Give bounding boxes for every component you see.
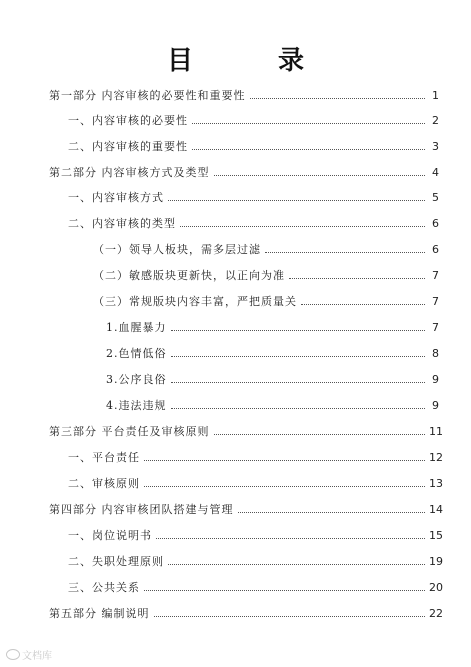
toc-entry-label: 3.公序良俗 bbox=[106, 373, 167, 386]
toc-entry[interactable] bbox=[49, 500, 443, 518]
dot-leader bbox=[154, 615, 426, 617]
toc-entry-label: 二、失职处理原则 bbox=[68, 555, 164, 568]
toc-entry-page: 13 bbox=[429, 476, 443, 490]
toc-entry-label: 第三部分 平台责任及审核原则 bbox=[49, 425, 210, 438]
toc-entry[interactable] bbox=[68, 214, 439, 232]
toc-title: 目 录 bbox=[166, 46, 343, 76]
dot-leader bbox=[144, 485, 425, 487]
toc-entry[interactable] bbox=[68, 526, 443, 544]
toc-entry[interactable] bbox=[68, 448, 443, 466]
dot-leader bbox=[144, 589, 425, 591]
dot-leader bbox=[192, 148, 425, 150]
toc-entry-page: 11 bbox=[429, 424, 443, 438]
toc-entry-label: 4.违法违规 bbox=[106, 399, 167, 412]
toc-entry-label: 第四部分 内容审核团队搭建与管理 bbox=[49, 503, 234, 516]
toc-entry-label: 三、公共关系 bbox=[68, 581, 140, 594]
toc-entry-label: 第二部分 内容审核方式及类型 bbox=[49, 166, 210, 179]
dot-leader bbox=[171, 407, 426, 409]
toc-entry-label: 二、审核原则 bbox=[68, 477, 140, 490]
dot-leader bbox=[192, 122, 425, 124]
toc-entry-label: （一）领导人板块，需多层过滤 bbox=[93, 243, 261, 256]
toc-entry-page: 12 bbox=[429, 450, 443, 464]
toc-entry[interactable] bbox=[49, 163, 439, 181]
dot-leader bbox=[156, 537, 425, 539]
toc-entry[interactable] bbox=[93, 292, 439, 310]
toc-entry[interactable] bbox=[68, 188, 439, 206]
toc-entry[interactable] bbox=[93, 266, 439, 284]
dot-leader bbox=[238, 511, 426, 513]
toc-entry[interactable] bbox=[49, 604, 443, 622]
toc-entry[interactable] bbox=[49, 86, 439, 104]
toc-entry-page: 1 bbox=[432, 88, 439, 102]
toc-entry-label: 1.血腥暴力 bbox=[106, 321, 167, 334]
toc-entry[interactable] bbox=[106, 396, 439, 414]
toc-entry[interactable] bbox=[106, 370, 439, 388]
toc-entry-label: 一、内容审核方式 bbox=[68, 191, 164, 204]
dot-leader bbox=[171, 329, 426, 331]
toc-entry[interactable] bbox=[68, 137, 439, 155]
dot-leader bbox=[250, 97, 426, 99]
toc-entry-page: 9 bbox=[432, 372, 439, 386]
toc-entry-page: 7 bbox=[432, 268, 439, 282]
toc-entry-page: 2 bbox=[432, 113, 439, 127]
toc-entry-label: 二、内容审核的类型 bbox=[68, 217, 176, 230]
toc-entry-page: 22 bbox=[429, 606, 443, 620]
toc-entry-page: 20 bbox=[429, 580, 443, 594]
toc-entry-page: 7 bbox=[432, 294, 439, 308]
cloud-logo-icon bbox=[6, 649, 20, 660]
toc-entry-label: 一、平台责任 bbox=[68, 451, 140, 464]
dot-leader bbox=[214, 174, 426, 176]
dot-leader bbox=[168, 563, 425, 565]
toc-entry[interactable] bbox=[106, 318, 439, 336]
toc-entry-page: 7 bbox=[432, 320, 439, 334]
toc-entry-label: 一、内容审核的必要性 bbox=[68, 114, 188, 127]
toc-entry-page: 9 bbox=[432, 398, 439, 412]
toc-entry[interactable] bbox=[68, 474, 443, 492]
toc-entry-page: 3 bbox=[432, 139, 439, 153]
toc-entry-page: 6 bbox=[432, 216, 439, 230]
toc-entry-page: 4 bbox=[432, 165, 439, 179]
toc-entry-page: 8 bbox=[432, 346, 439, 360]
watermark bbox=[6, 647, 52, 662]
toc-entry[interactable] bbox=[49, 422, 443, 440]
toc-entry-label: 二、内容审核的重要性 bbox=[68, 140, 188, 153]
toc-entry-page: 5 bbox=[432, 190, 439, 204]
dot-leader bbox=[214, 433, 426, 435]
dot-leader bbox=[289, 277, 425, 279]
dot-leader bbox=[301, 303, 425, 305]
toc-entry[interactable] bbox=[68, 578, 443, 596]
toc-entry[interactable] bbox=[68, 552, 443, 570]
toc-entry-label: 第五部分 编制说明 bbox=[49, 607, 150, 620]
toc-entry[interactable] bbox=[93, 240, 439, 258]
dot-leader bbox=[144, 459, 425, 461]
watermark-text: 文档库 bbox=[22, 651, 52, 662]
toc-entry-label: （二）敏感版块更新快，以正向为准 bbox=[93, 269, 285, 282]
toc-entry-label: 2.色情低俗 bbox=[106, 347, 167, 360]
dot-leader bbox=[265, 251, 425, 253]
dot-leader bbox=[168, 199, 425, 201]
toc-entry[interactable] bbox=[68, 111, 439, 129]
toc-entry-page: 14 bbox=[429, 502, 443, 516]
dot-leader bbox=[171, 381, 426, 383]
toc-entry[interactable] bbox=[106, 344, 439, 362]
toc-entry-label: 第一部分 内容审核的必要性和重要性 bbox=[49, 89, 246, 102]
toc-entry-page: 6 bbox=[432, 242, 439, 256]
toc-entry-label: （三）常规版块内容丰富，严把质量关 bbox=[93, 295, 297, 308]
dot-leader bbox=[180, 225, 425, 227]
toc-entry-label: 一、岗位说明书 bbox=[68, 529, 152, 542]
toc-entry-page: 19 bbox=[429, 554, 443, 568]
dot-leader bbox=[171, 355, 426, 357]
toc-entry-page: 15 bbox=[429, 528, 443, 542]
